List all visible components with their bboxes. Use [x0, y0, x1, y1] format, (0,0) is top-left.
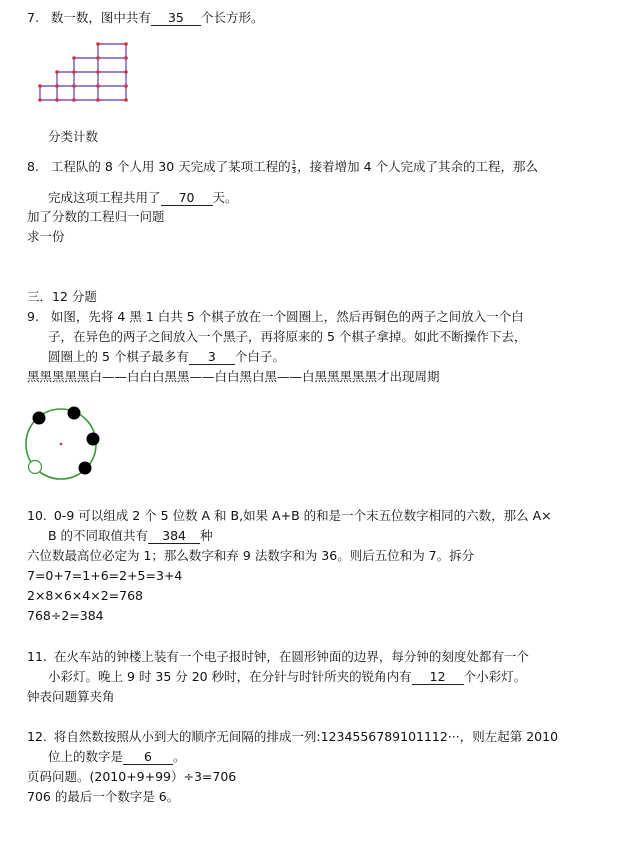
q9-black-piece: [87, 433, 100, 446]
q9-line3-pre: 圆圈上的 5 个棋子最多有: [48, 349, 189, 364]
q12-line1: 将自然数按照从小到大的顺序无间隔的排成一列:1234556789101112···，则左起第 2010: [53, 729, 559, 744]
q7-text-post: 个长方形。: [200, 10, 264, 25]
q8-number: 8.: [27, 159, 39, 174]
q8-text-post: ，接着增加 4 个人完成了其余的工程，那么: [297, 159, 539, 174]
q8-note2: 求一份: [27, 229, 65, 244]
q7-number: 7.: [27, 10, 39, 25]
q9-white-piece: [29, 461, 42, 474]
q8-line2-pre: 完成这项工程共用了: [48, 190, 161, 205]
q8-line2-post: 天。: [212, 190, 238, 205]
q9-answer: 3: [189, 350, 235, 365]
q9-black-piece: [79, 462, 92, 475]
q9-line1: 如图，先将 4 黑 1 白共 5 个棋子放在一个圆圈上，然后再铜色的两子之间放入一个白: [50, 309, 524, 324]
q8-fraction-numerator: 1: [291, 159, 297, 167]
q11-line2-post: 个小彩灯。: [463, 669, 527, 684]
q8-answer: 70: [161, 191, 213, 206]
q11-number: 11.: [27, 649, 47, 664]
q10-note3: 2×8×6×4×2=768: [27, 588, 143, 603]
q8-text-pre: 工程队的 8 个人用 30 天完成了某项工程的: [50, 159, 291, 174]
q12-answer: 6: [123, 750, 173, 765]
q10-question: [27, 508, 552, 524]
q12-note2: 706 的最后一个数字是 6。: [27, 789, 180, 804]
q11-line2-pre: 小彩灯。晚上 9 时 35 分 20 秒时，在分针与时针所夹的锐角内有: [48, 669, 412, 684]
q10-line2: [48, 528, 213, 544]
q10-note2: 7=0+7=1+6=2+5=3+4: [27, 568, 183, 583]
q12-line2-post: 。: [173, 749, 186, 764]
q9-note: 黑黑黑黑黑白——白白白黑黑——白白黑白黑——白黑黑黑黑黑才出现周期: [27, 369, 440, 384]
q10-answer: 384: [148, 529, 200, 544]
q12-line2: [48, 749, 186, 765]
q12-question: [27, 729, 558, 745]
q9-center-dot: [60, 443, 63, 446]
q11-line2: [48, 669, 526, 685]
q7-note: 分类计数: [48, 129, 99, 144]
q10-line1: 0-9 可以组成 2 个 5 位数 A 和 B,如果 A+B 的和是一个末五位数字相同的六数，那么 A×: [53, 508, 552, 523]
q12-number: 12.: [27, 729, 47, 744]
q11-line1: 在火车站的钟楼上装有一个电子报时钟，在圆形钟面的边界，每分钟的刻度处都有一个: [53, 649, 529, 664]
q9-line2: 子，在异色的两子之间放入一个黑子，再将原来的 5 个棋子拿掉。如此不断操作下去，: [48, 329, 527, 344]
section-title: 三．12 分题: [27, 289, 97, 304]
q9-black-piece: [33, 412, 46, 425]
q9-number: 9.: [27, 309, 39, 324]
q8-note1: 加了分数的工程归一问题: [27, 209, 165, 224]
q10-line2-pre: B 的不同取值共有: [48, 528, 149, 543]
q10-note1: 六位数最高位必定为 1；那么数字和弃 9 法数字和为 36。则后五位和为 7。拆分: [27, 548, 475, 563]
q12-line2-pre: 位上的数字是: [48, 749, 124, 764]
q7-answer: 35: [151, 11, 201, 26]
q8-fraction-denominator: 3: [291, 167, 297, 175]
q10-number: 10.: [27, 508, 47, 523]
q12-note1: 页码问题。(2010+9+99）÷3=706: [27, 769, 237, 784]
q11-question: [27, 649, 529, 665]
q9-black-piece: [68, 407, 81, 420]
q9-line3-post: 个白子。: [234, 349, 285, 364]
q10-line2-post: 种: [200, 528, 213, 543]
q11-note: 钟表问题算夹角: [27, 689, 115, 704]
q7-text-pre: 数一数，图中共有: [50, 10, 151, 25]
q11-answer: 12: [412, 670, 464, 685]
q10-note4: 768÷2=384: [27, 608, 104, 623]
